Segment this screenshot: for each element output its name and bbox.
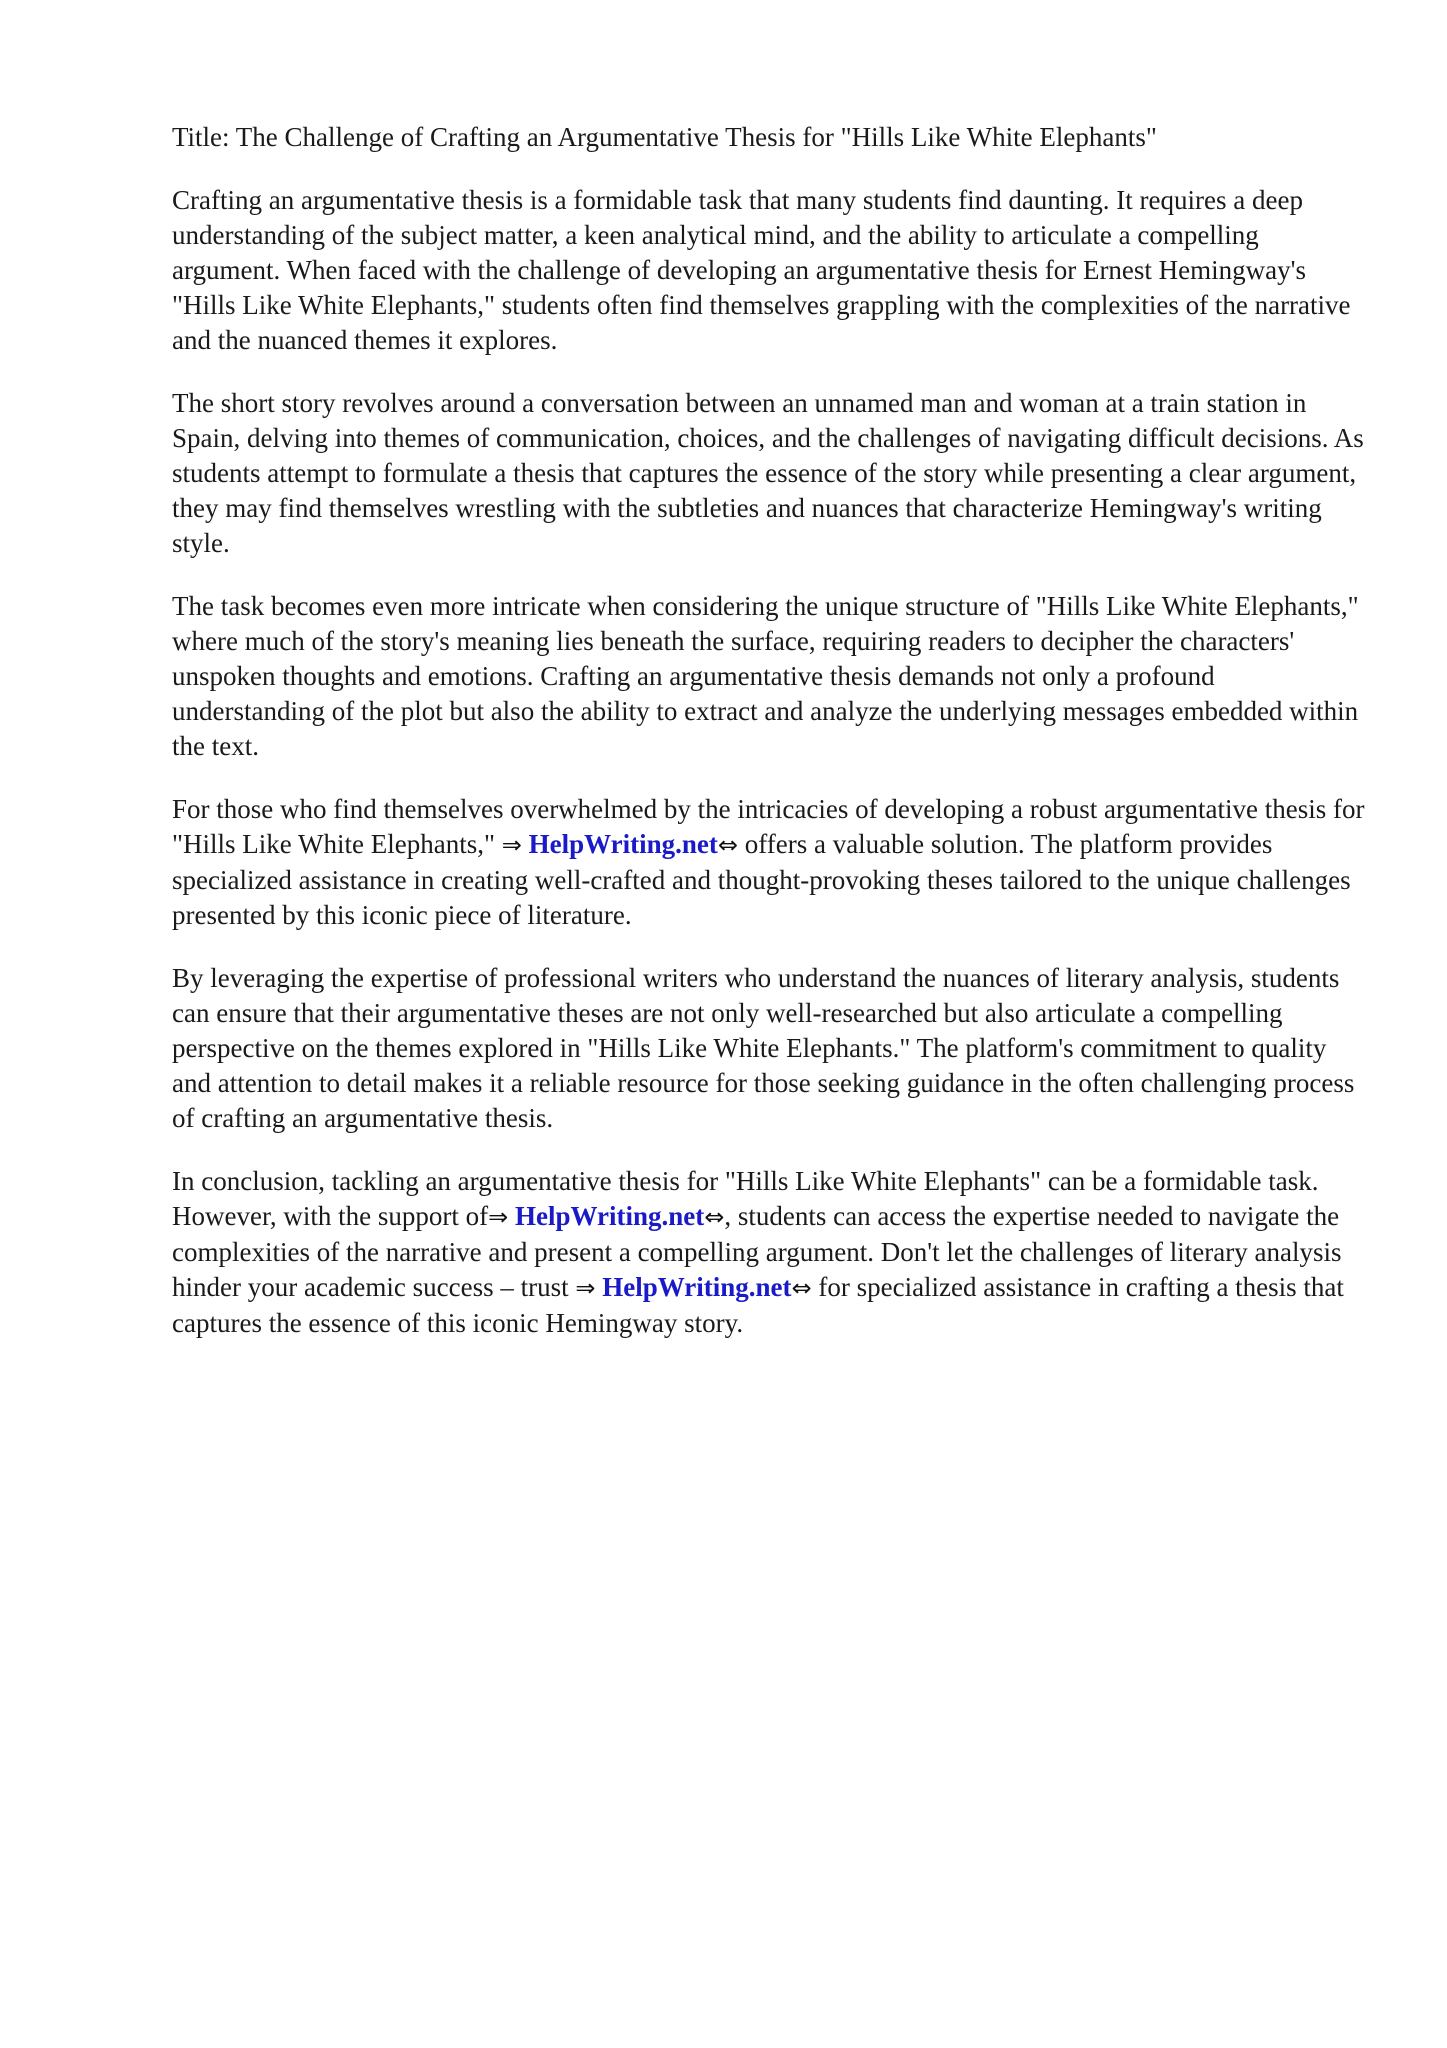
right-arrow-icon: ⇒ <box>501 831 522 859</box>
double-arrow-icon: ⇔ <box>704 1203 725 1231</box>
paragraph-solution-text-1: For those who find themselves overwhelmed by the intricacies of developing a robust argumentative thesis for "Hills Like White Elephants," <box>172 794 1365 859</box>
paragraph-structure: The task becomes even more intricate when considering the unique structure of "Hills Like White Elephants," where much of the story's meaning lies beneath the surface, requiring readers to decipher the characters' unspoken thoughts and emotions. Crafting an argumentative thesis demands not only a profound understanding of the plot but also the ability to extract and analyze the underlying messages embedded within the text. <box>172 591 1359 761</box>
paragraph-conclusion <box>172 1164 1372 1341</box>
paragraph-intro: Crafting an argumentative thesis is a formidable task that many students find daunting. It requires a deep understanding of the subject matter, a keen analytical mind, and the ability to articulate a compelling argument. When faced with the challenge of developing an argumentative thesis for Ernest Hemingway's "Hills Like White Elephants," students often find themselves grappling with the complexities of the narrative and the nuanced themes it explores. <box>172 185 1351 355</box>
paragraph-conclusion-text-3: for specialized assistance in crafting a thesis that captures the essence of this iconic Hemingway story. <box>172 1272 1344 1338</box>
double-arrow-icon: ⇔ <box>791 1274 812 1302</box>
paragraph-expertise: By leveraging the expertise of professional writers who understand the nuances of literary analysis, students can ensure that their argumentative theses are not only well-researched but also articulate a compelling perspective on the themes explored in "Hills Like White Elephants." The platform's commitment to quality and attention to detail makes it a reliable resource for those seeking guidance in the often challenging process of crafting an argumentative thesis. <box>172 963 1355 1133</box>
document-page <box>172 120 1372 1369</box>
paragraph-solution-text-2: offers a valuable solution. The platform provides specialized assistance in creating well-crafted and thought-provoking theses tailored to the unique challenges presented by this iconic piece of literature. <box>172 829 1351 930</box>
right-arrow-icon: ⇒ <box>488 1203 509 1231</box>
right-arrow-icon: ⇒ <box>575 1274 596 1302</box>
paragraph-conclusion-text-1: In conclusion, tackling an argumentative thesis for "Hills Like White Elephants" can be a formidable task. However, with the support of <box>172 1166 1319 1231</box>
helpwriting-link[interactable]: HelpWriting.net <box>602 1272 792 1302</box>
paragraph-conclusion-text-2: , students can access the expertise needed to navigate the complexities of the narrative and present a compelling argument. Don't let the challenges of literary analysis hinder your academic success – trust <box>172 1201 1342 1302</box>
helpwriting-link[interactable]: HelpWriting.net <box>528 829 718 859</box>
paragraph-story-summary: The short story revolves around a conversation between an unnamed man and woman at a train station in Spain, delving into themes of communication, choices, and the challenges of navigating difficult decisions. As students attempt to formulate a thesis that captures the essence of the story while presenting a clear argument, they may find themselves wrestling with the subtleties and nuances that characterize Hemingway's writing style. <box>172 388 1364 558</box>
document-title: Title: The Challenge of Crafting an Argumentative Thesis for "Hills Like White Elephants" <box>172 122 1157 152</box>
double-arrow-icon: ⇔ <box>717 831 738 859</box>
paragraph-solution <box>172 792 1372 933</box>
helpwriting-link[interactable]: HelpWriting.net <box>514 1201 705 1231</box>
